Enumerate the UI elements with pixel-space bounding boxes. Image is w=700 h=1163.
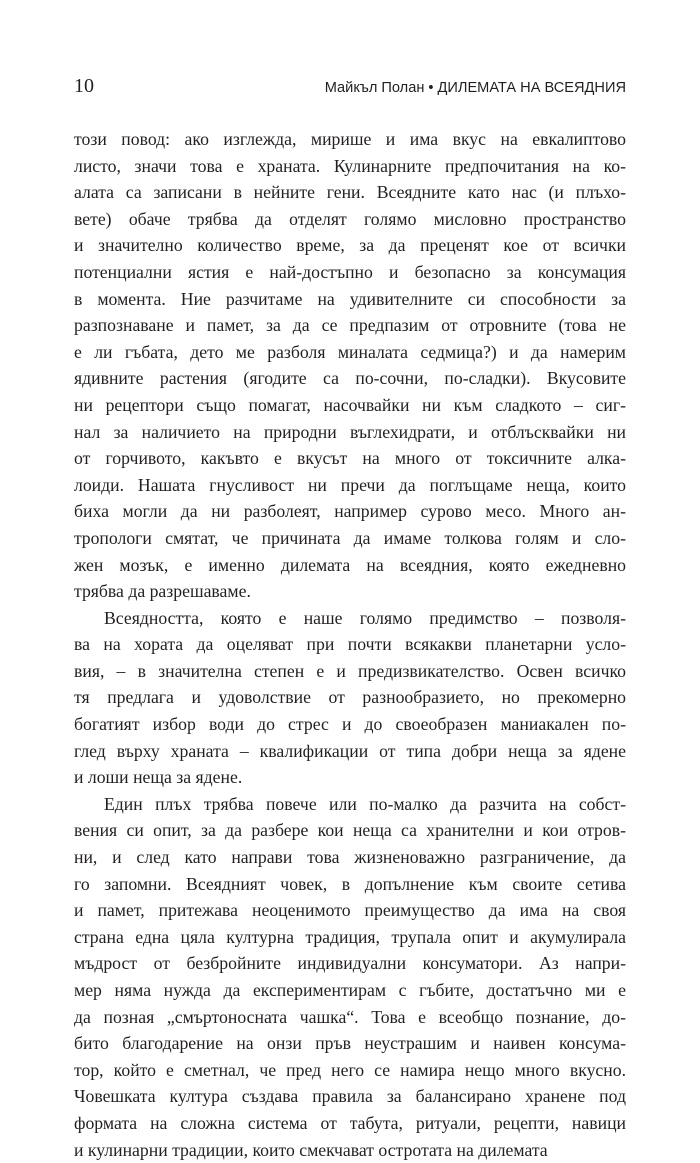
page-header: [74, 76, 626, 100]
text-line: Един плъх трябва повече или по-малко да разчита на собст-: [104, 793, 626, 814]
text-line: вия, – в значителна степен е и предизвикателство. Освен всичко: [74, 660, 626, 681]
text-line: глед върху храната – квалификации от типа добри неща за ядене: [74, 740, 626, 761]
text-line: ни, и след като направи това жизненоважно разграничение, да: [74, 847, 626, 868]
text-line: листо, значи това е храната. Кулинарните предпочитания на ко-: [74, 155, 626, 176]
text-line: лоиди. Нашата гнусливост ни пречи да поглъщаме неща, които: [74, 474, 626, 495]
text-line: жен мозък, е именно дилемата на всеядния, която ежедневно: [74, 554, 626, 575]
text-line: и значително количество време, за да преценят кое от всички: [74, 235, 626, 256]
text-line: да позная „смъртоносната чашка“. Това е всеобщо познание, до-: [74, 1006, 626, 1027]
text-line: ветe) обаче трябва да отделят голямо мисловно пространство: [74, 208, 626, 229]
text-line: вения си опит, за да разбере кои неща са хранителни и кои отров-: [74, 820, 626, 841]
page-number: 10: [74, 75, 94, 97]
text-line: нал за наличието на природни въглехидрати, и отблъсквайки ни: [74, 421, 626, 442]
text-line: мъдрост от безбройните индивидуални консуматори. Аз напри-: [74, 953, 626, 974]
text-line: от горчивото, какъвто е вкусът на много от токсичните алка-: [74, 448, 626, 469]
text-line: този повод: ако изглежда, мирише и има вкус на евкалиптово: [74, 129, 626, 149]
text-line: ва на хората да оцеляват при почти всякакви планетарни усло-: [74, 634, 626, 655]
text-line: бито благодарение на онзи пръв неустрашим и наивен консума-: [74, 1033, 626, 1054]
separator-bullet: •: [428, 80, 434, 96]
text-line: и лоши неща за ядене.: [74, 767, 243, 788]
text-line: потенциални ястия е най-достъпно и безопасно за консумация: [74, 261, 626, 282]
book-title: ДИЛЕМАТА НА ВСЕЯДНИЯ: [437, 80, 626, 96]
text-line: страна една цяла културна традиция, трупала опит и акумулирала: [74, 926, 626, 947]
text-line: и памет, притежава неоценимото преимущество да има на своя: [74, 900, 626, 921]
text-line: го запомни. Всеядният човек, в допълнение към своите сетива: [74, 873, 626, 894]
body-text: [74, 126, 626, 1163]
text-line: алата са записани в нейните гени. Всеядните като нас (и плъхо-: [74, 182, 626, 203]
text-line: Всеядността, която е наше голямо предимство – позволя-: [104, 607, 626, 628]
text-line: Човешката култура създава правила за балансирано хранене под: [74, 1086, 626, 1107]
text-line: ни рецептори също помагат, насочвайки ни към сладкото – сиг-: [74, 394, 626, 415]
text-line: трябва да разрешаваме.: [74, 581, 251, 602]
text-line: тpопологи смятат, че причината да имаме толкова голям и сло-: [74, 527, 626, 548]
paragraph: [74, 605, 626, 791]
text-line: мер няма нужда да експериментирам с гъбите, достатъчно ми е: [74, 980, 626, 1000]
text-line: тя предлага и удоволствие от разнообразието, но прекомерно: [74, 687, 626, 708]
text-line: ядивните растения (ягодите са по-сочни, по-сладки). Вкусовите: [74, 368, 626, 389]
text-line: тор, който е сметнал, че пред него се намира нещо много вкусно.: [74, 1059, 626, 1080]
text-line: формата на сложна система от табута, ритуали, рецепти, навици: [74, 1112, 626, 1133]
paragraph: [74, 126, 626, 605]
paragraph: [74, 791, 626, 1163]
text-line: и кулинарни традиции, които смекчават остротата на дилемата: [74, 1139, 548, 1160]
text-line: е ли гъбата, дето ме разболя миналата седмица?) и да намерим: [74, 341, 626, 362]
text-line: биха могли да ни разболеят, например сурово месо. Много ан-: [74, 501, 626, 522]
text-line: разпознаване и памет, за да се предпазим от отровните (това не: [74, 315, 626, 336]
text-line: богатият избор води до стрес и до своеобразен маниакален по-: [74, 714, 626, 735]
author-name: Майкъл Полан: [324, 80, 425, 96]
text-line: в момента. Ние разчитаме на удивителните си способности за: [74, 288, 626, 309]
running-head: [325, 80, 626, 96]
